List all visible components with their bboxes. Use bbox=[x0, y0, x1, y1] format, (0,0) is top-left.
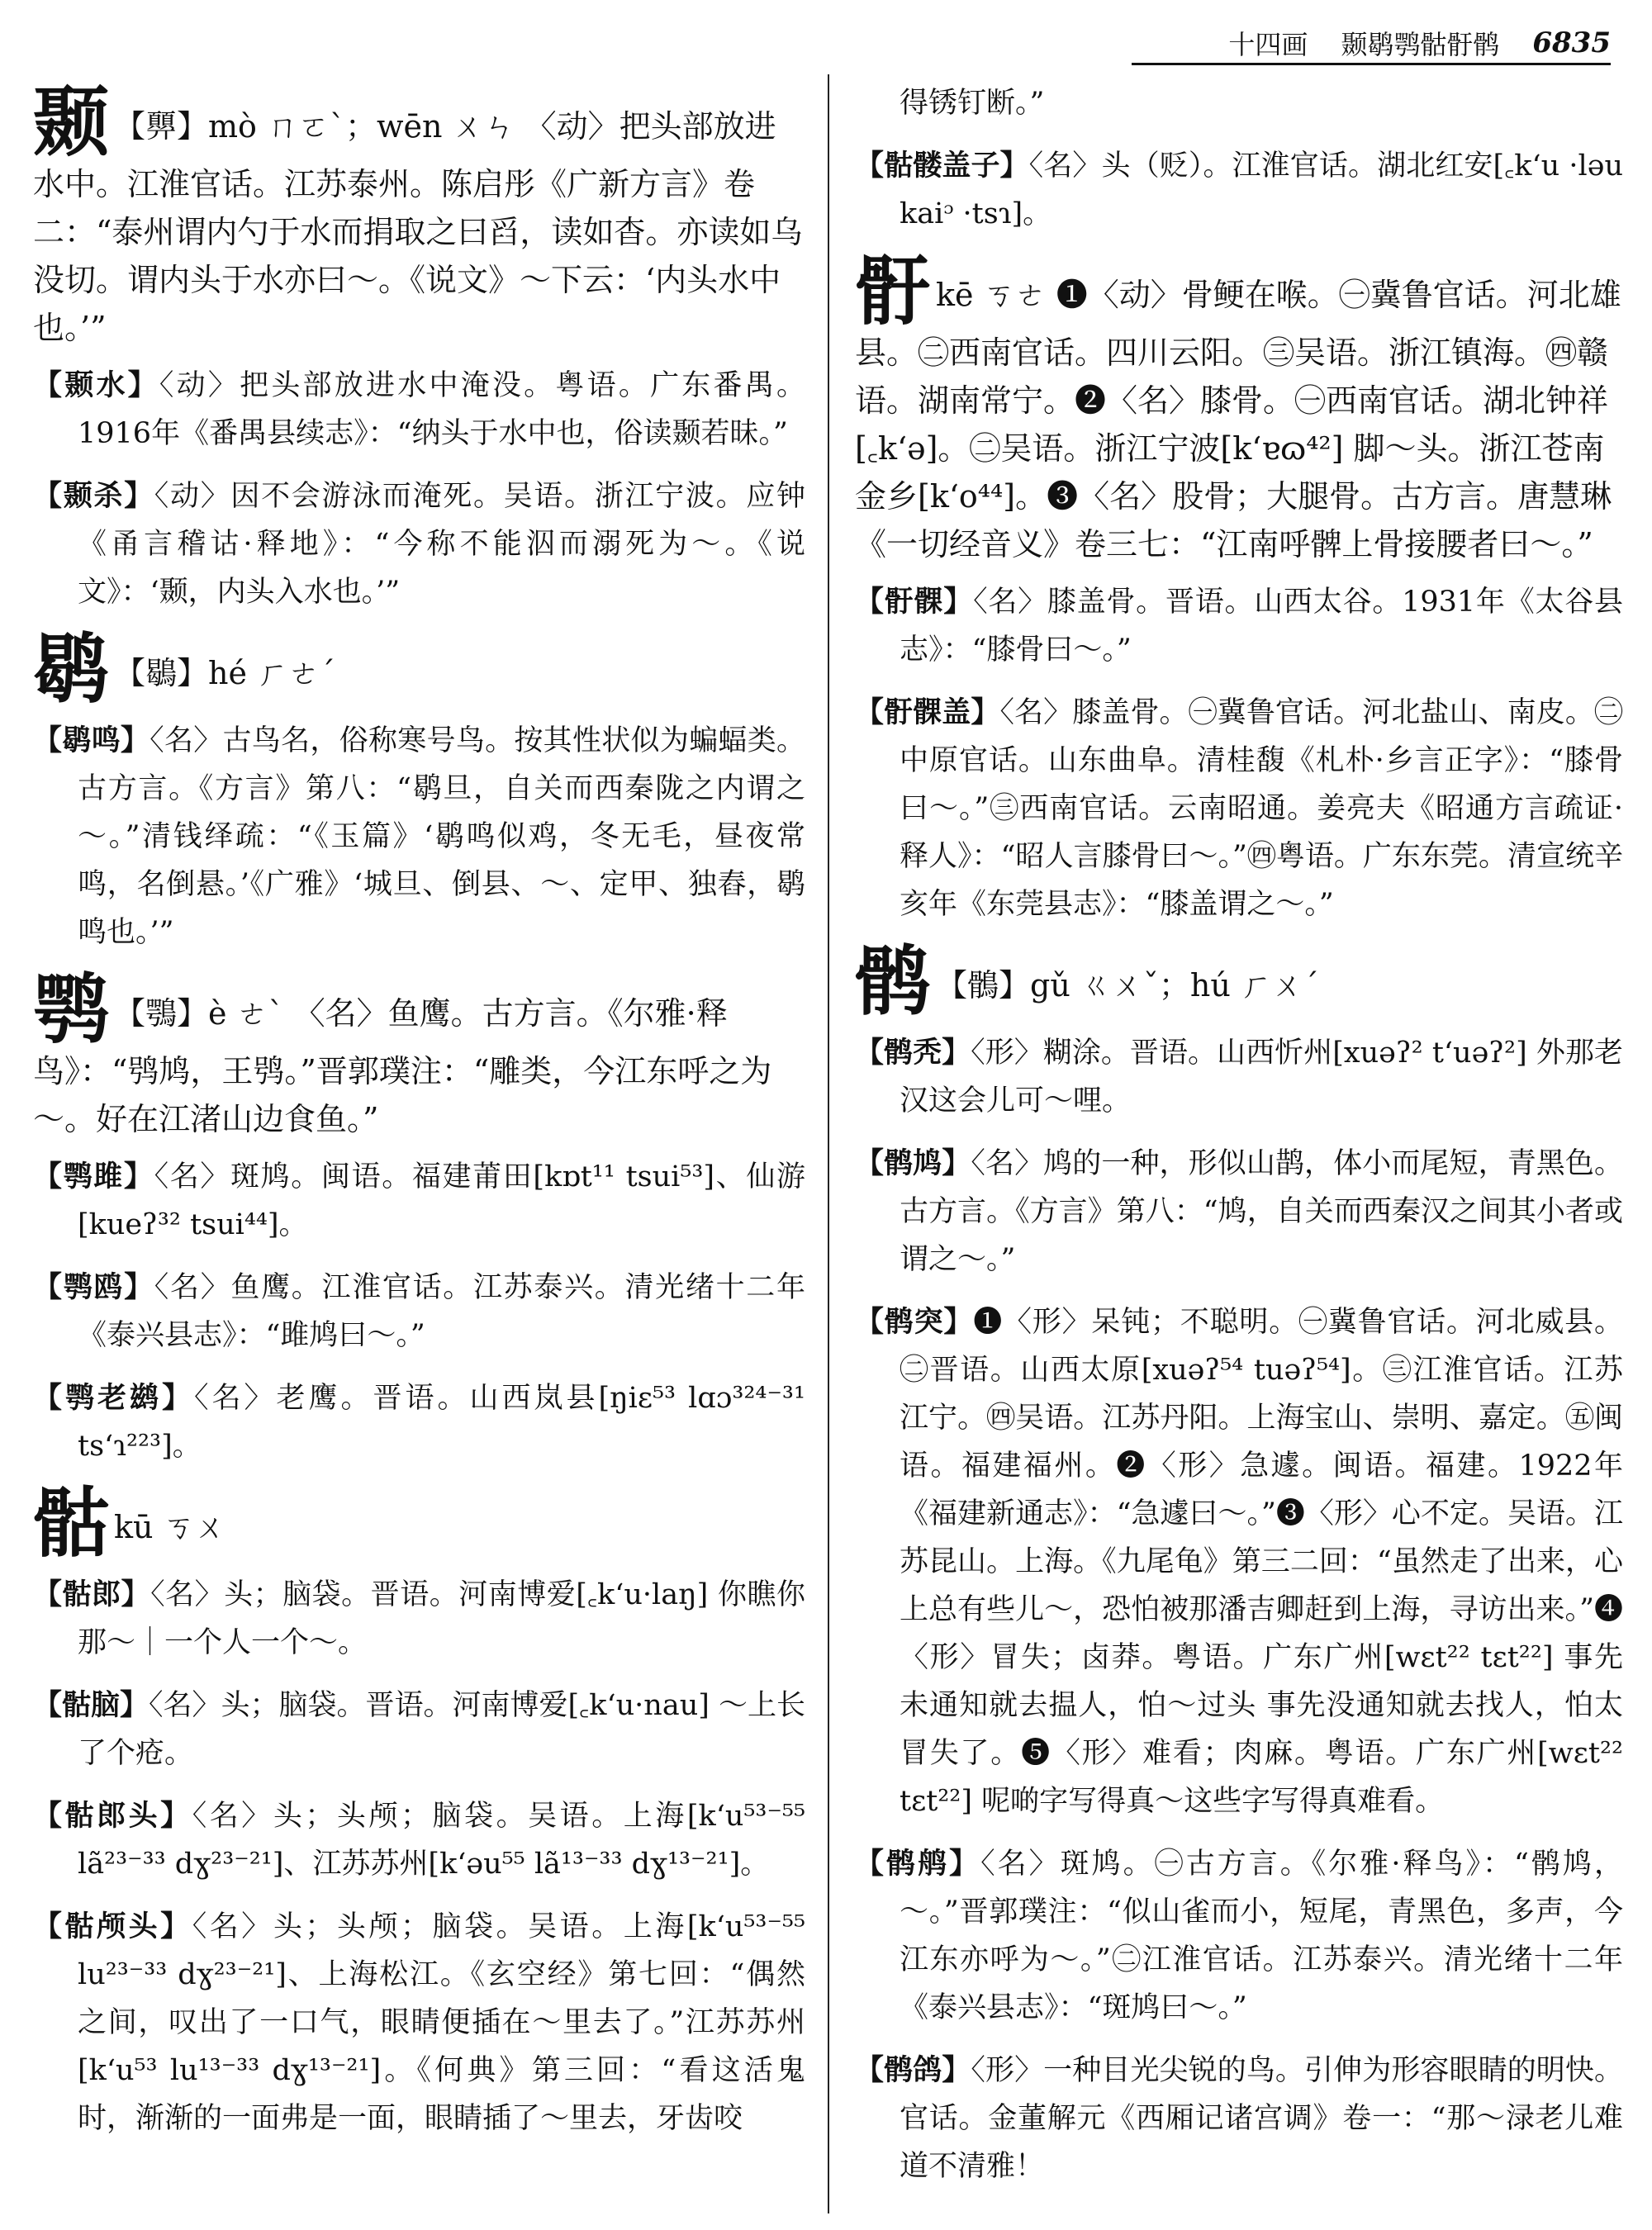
entry-definition: 〈名〉鸠的一种，形似山鹊，体小而尾短，青黑色。古方言。《方言》第八：“鸠，自关而西秦汉之间其小者或谓之～。” bbox=[900, 1147, 1623, 1276]
headword-definition: 【鶚】è ㄜˋ 〈名〉鱼鹰。古方言。《尔雅·释鸟》：“鸮鸠，王鸮。”晋郭璞注：“雕类，今江东呼之为～。好在江渚山边食鱼。” bbox=[33, 995, 772, 1137]
entry-term: 【骬髁】 bbox=[855, 585, 974, 619]
dictionary-entry bbox=[855, 2047, 1623, 2190]
entry-definition: 〈名〉鱼鹰。江淮官话。江苏泰兴。清光绪十二年《泰兴县志》：“雎鸠曰～。” bbox=[78, 1271, 805, 1352]
headword-definition: 【鶡】hé ㄏㄜˊ bbox=[114, 655, 336, 691]
entry-definition: 〈名〉斑鸠。㊀古方言。《尔雅·释鸟》：“鹘鸠，～。”晋郭璞注：“似山雀而小，短尾，青黑色，多声，今江东亦呼为～。”㊁江淮官话。江苏泰兴。清光绪十二年《泰兴县志》：“斑鸠曰～。” bbox=[900, 1848, 1623, 2024]
entry-definition: 〈名〉斑鸠。闽语。福建莆田[kɒt¹¹ tsui⁵³]、仙游[kueʔ³² tsui⁴⁴]。 bbox=[78, 1160, 805, 1241]
entry-term: 【鹘鸽】 bbox=[855, 2053, 971, 2087]
right-column bbox=[855, 74, 1623, 2213]
dictionary-entry bbox=[33, 1571, 805, 1667]
entry-term: 【骬髁盖】 bbox=[855, 695, 1000, 729]
entry-term: 【鹘秃】 bbox=[855, 1036, 971, 1070]
dictionary-entry bbox=[855, 1298, 1623, 1825]
headword-entry bbox=[33, 965, 805, 1143]
dictionary-entry bbox=[855, 689, 1623, 928]
dictionary-entry bbox=[33, 1153, 805, 1249]
dictionary-entry bbox=[33, 1903, 805, 2142]
page-number: 6835 bbox=[1532, 26, 1611, 59]
headword-definition: kē ㄎㄜ ❶〈动〉骨鲠在喉。㊀冀鲁官话。河北雄县。㊁西南官话。四川云阳。㊂吴语。浙江镇海。㊃赣语。湖南常宁。❷〈名〉膝骨。㊀西南官话。湖北钟祥[꜀kʻə]。㊁吴语。浙江宁波[kʻɐɷ⁴²] 脚～头。浙江苍南金乡[kʻo⁴⁴]。❸〈名〉股骨；大腿骨。古方言。唐慧琳《一切经音义》卷三七：“江南呼髀上骨接腰者曰～。” bbox=[855, 277, 1621, 562]
continued-text bbox=[855, 79, 1623, 127]
entry-term: 【骷脑】 bbox=[33, 1688, 150, 1722]
headword-char: 颞 bbox=[33, 78, 110, 167]
column-divider bbox=[828, 74, 829, 2213]
entry-term: 【鹖鸣】 bbox=[33, 724, 150, 757]
left-column bbox=[33, 74, 805, 2213]
headword-definition: 【鶻】gǔ ㄍㄨˇ；hú ㄏㄨˊ bbox=[936, 967, 1319, 1004]
entry-definition: 得锈钉断。” bbox=[900, 87, 1045, 120]
entry-term: 【骷颅头】 bbox=[33, 1910, 192, 1943]
page-header bbox=[1132, 23, 1611, 65]
dictionary-entry bbox=[33, 1792, 805, 1888]
entry-definition: ❶〈形〉呆钝；不聪明。㊀冀鲁官话。河北威县。㊁晋语。山西太原[xuəʔ⁵⁴ tuəʔ⁵⁴]。㊂江淮官话。江苏江宁。㊃吴语。江苏丹阳。上海宝山、崇明、嘉定。㊄闽语。福建福州。❷〈形〉急遽。闽语。福建。1922年《福建新通志》：“急遽曰～。”❸〈形〉心不定。吴语。江苏昆山。上海。《九尾龟》第三二回：“虽然走了出来，心上总有些儿～，恐怕被那潘吉卿赶到上海，寻访出来。”❹〈形〉冒失；卤莽。粤语。广东广州[wɛt²² tɛt²²] 事先未通知就去揾人，怕～过头 事先没通知就去找人，怕太冒失了。❺〈形〉难看；肉麻。粤语。广东广州[wɛt²² tɛt²²] 呢啲字写得真～这些字写得真难看。 bbox=[900, 1306, 1623, 1818]
headword-char: 鹗 bbox=[33, 965, 110, 1054]
entry-term: 【骷郎头】 bbox=[33, 1799, 192, 1833]
entry-term: 【颞杀】 bbox=[33, 479, 154, 513]
headword-entry bbox=[855, 937, 1623, 1026]
entry-definition: 〈名〉头；脑袋。晋语。河南博爱[꜀kʻu·laŋ] 你瞧你那～｜一个人一个～。 bbox=[78, 1578, 805, 1659]
dictionary-entry bbox=[33, 362, 805, 458]
headword-entry bbox=[33, 624, 805, 714]
dictionary-entry bbox=[855, 142, 1623, 238]
entry-definition: 〈名〉头；脑袋。晋语。河南博爱[꜀kʻu·nau] ～上长了个疮。 bbox=[78, 1689, 805, 1770]
dictionary-entry bbox=[855, 1140, 1623, 1283]
entry-definition: 〈名〉头；头颅；脑袋。吴语。上海[kʻu⁵³⁻⁵⁵ lu²³⁻³³ dɣ²³⁻²¹]、上海松江。《玄空经》第七回：“偶然之间，叹出了一口气，眼睛便插在～里去了。”江苏苏州[kʻu⁵³ lu¹³⁻³³ dɣ¹³⁻²¹]。《何典》第三回：“看这活鬼时，渐渐的一面弗是一面，眼睛插了～里去，牙齿咬 bbox=[78, 1910, 805, 2135]
entry-term: 【鹘鸠】 bbox=[855, 1146, 971, 1180]
headword-char: 骷 bbox=[33, 1478, 110, 1568]
entry-term: 【颞水】 bbox=[33, 368, 159, 402]
dictionary-entry bbox=[33, 717, 805, 956]
headword-definition: 【顨】mò ㄇㄛˋ；wēn ㄨㄣ 〈动〉把头部放进水中。江淮官话。江苏泰州。陈启彤《广新方言》卷二：“泰州谓内勺于水而捐取之曰舀，读如杳。亦读如乌没切。谓内头于水亦曰～。《说文》～下云：‘内头水中也。’” bbox=[33, 108, 803, 346]
header-section: 十四画 bbox=[1228, 29, 1308, 60]
dictionary-entry bbox=[855, 578, 1623, 674]
dictionary-entry bbox=[33, 1374, 805, 1470]
dictionary-entry bbox=[33, 1682, 805, 1777]
entry-definition: 〈名〉古鸟名，俗称寒号鸟。按其性状似为蝙蝠类。古方言。《方言》第八：“鹖旦，自关而西秦陇之内谓之～。”清钱绎疏：“《玉篇》‘鹖鸣似鸡，冬无毛，昼夜常鸣，名倒悬。’《广雅》‘城旦、倒县、～、定甲、独舂，鹖鸣也。’” bbox=[78, 724, 805, 949]
entry-term: 【鹗老鹚】 bbox=[33, 1381, 194, 1415]
entry-definition: 〈名〉老鹰。晋语。山西岚县[ŋiɛ⁵³ lɑɔ³²⁴⁻³¹ tsʻɿ²²³]。 bbox=[78, 1382, 805, 1463]
entry-definition: 〈动〉因不会游泳而淹死。吴语。浙江宁波。应钟《甬言稽诂·释地》：“今称不能泅而溺死为～。《说文》：‘颞，内头入水也。’” bbox=[78, 480, 805, 609]
dictionary-entry bbox=[33, 1264, 805, 1359]
headword-entry bbox=[33, 78, 805, 352]
entry-definition: 〈形〉一种目光尖锐的鸟。引伸为形容眼睛的明快。官话。金董解元《西厢记诸宫调》卷一：“那～渌老儿难道不清雅！ bbox=[900, 2054, 1623, 2183]
dictionary-entry bbox=[855, 1029, 1623, 1125]
headword-char: 鹖 bbox=[33, 624, 110, 714]
headword-char: 骬 bbox=[855, 246, 932, 335]
entry-term: 【鹘鸼】 bbox=[855, 1847, 981, 1881]
dictionary-entry bbox=[33, 472, 805, 616]
headword-entry bbox=[855, 246, 1623, 568]
entry-term: 【鹘突】 bbox=[855, 1305, 974, 1339]
entry-term: 【鹗鸥】 bbox=[33, 1270, 154, 1304]
entry-definition: 〈名〉膝盖骨。晋语。山西太谷。1931年《太谷县志》：“膝骨曰～。” bbox=[900, 586, 1623, 667]
headword-entry bbox=[33, 1478, 805, 1568]
entry-term: 【骷髅盖子】 bbox=[855, 149, 1029, 183]
entry-definition: 〈名〉膝盖骨。㊀冀鲁官话。河北盐山、南皮。㊁中原官话。山东曲阜。清桂馥《札朴·乡言正字》：“膝骨曰～。”㊂西南官话。云南昭通。姜亮夫《昭通方言疏证·释人》：“昭人言膝骨曰～。”㊃粤语。广东东莞。清宣统辛亥年《东莞县志》：“膝盖谓之～。” bbox=[900, 696, 1623, 921]
headword-definition: kū ㄎㄨ bbox=[114, 1509, 226, 1545]
entry-term: 【骷郎】 bbox=[33, 1578, 151, 1611]
entry-definition: 〈名〉头（贬）。江淮官话。湖北红安[꜀kʻu ·ləu kaiᵓ ·tsɿ]。 bbox=[900, 149, 1623, 230]
entry-term: 【鹗雎】 bbox=[33, 1160, 154, 1193]
entry-definition: 〈名〉头；头颅；脑袋。吴语。上海[kʻu⁵³⁻⁵⁵ lã²³⁻³³ dɣ²³⁻²¹]、江苏苏州[kʻəu⁵⁵ lã¹³⁻³³ dɣ¹³⁻²¹]。 bbox=[78, 1800, 805, 1881]
entry-definition: 〈形〉糊涂。晋语。山西忻州[xuəʔ² tʻuəʔ²] 外那老汉这会儿可～哩。 bbox=[900, 1037, 1623, 1117]
headword-char: 鹘 bbox=[855, 937, 932, 1026]
header-chars: 颞鹖鹗骷骬鹘 bbox=[1341, 29, 1500, 60]
dictionary-entry bbox=[855, 1840, 1623, 2032]
entry-definition: 〈动〉把头部放进水中淹没。粤语。广东番禺。1916年《番禺县续志》：“纳头于水中也，俗读颞若昧。” bbox=[78, 369, 805, 450]
